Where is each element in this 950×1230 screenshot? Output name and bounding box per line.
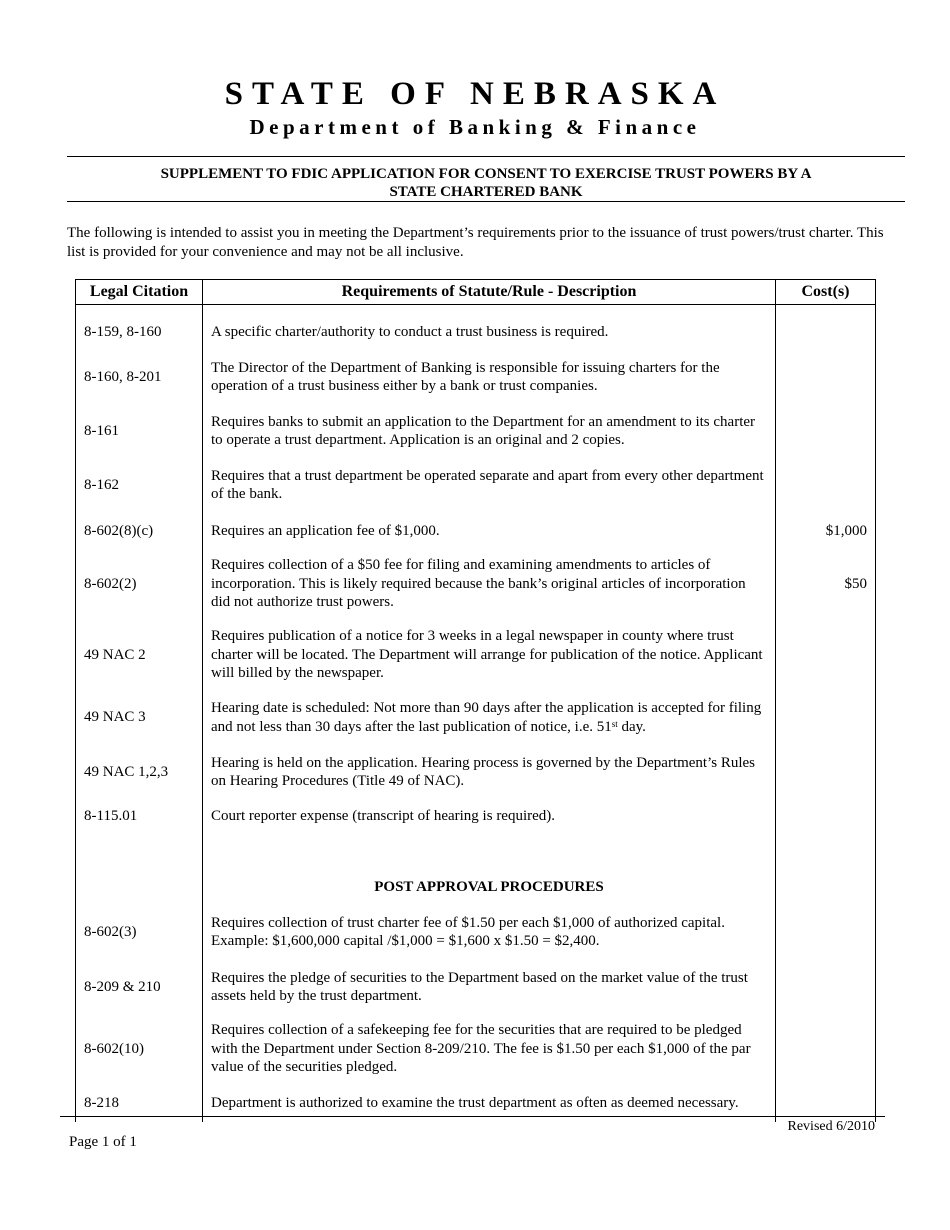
table-row: [76, 317, 876, 348]
state-title: STATE OF NEBRASKA: [224, 76, 726, 112]
legal-citation: 8-159, 8-160: [76, 317, 203, 348]
legal-citation: 8-602(8)(c): [76, 514, 203, 548]
requirement-description: Requires an application fee of $1,000.: [203, 514, 776, 548]
legal-citation: 8-602(2): [76, 548, 203, 620]
column-header-citation: Legal Citation: [76, 280, 203, 305]
cost-value: [776, 406, 876, 456]
legal-citation: 8-162: [76, 456, 203, 514]
column-header-cost: Cost(s): [776, 280, 876, 305]
table-row: [76, 960, 876, 1014]
header-top-rule: [67, 156, 905, 157]
header-bottom-rule: [67, 201, 905, 202]
requirement-description: Requires collection of trust charter fee of $1.50 per each $1,000 of authorized capital. Example: $1,600,000 capital /$1,000 = $1,600 x $1.50 = $2,400.: [203, 904, 776, 960]
intro-paragraph: The following is intended to assist you in meeting the Department’s requirements prior to the issuance of trust powers/trust charter. This list is provided for your convenience and may not be all inclusive.: [67, 225, 884, 260]
table-row: [76, 514, 876, 548]
table-row: [76, 745, 876, 799]
table-row: [76, 799, 876, 833]
cost-value: $1,000: [776, 514, 876, 548]
legal-citation: 49 NAC 3: [76, 690, 203, 745]
requirement-description: Department is authorized to examine the trust department as often as deemed necessary.: [203, 1084, 776, 1122]
requirement-description: Requires banks to submit an application to the Department for an amendment to its charter to operate a trust department. Application is an original and 2 copies.: [203, 406, 776, 456]
table-row: [76, 456, 876, 514]
table-row: [76, 406, 876, 456]
description-text-end: day.: [617, 718, 646, 735]
legal-citation: 8-218: [76, 1084, 203, 1122]
cost-value: [776, 456, 876, 514]
section-heading-row: [76, 870, 876, 904]
cost-value: [776, 904, 876, 960]
cost-value: [776, 745, 876, 799]
subtitle-line-2: STATE CHARTERED BANK: [389, 184, 583, 200]
requirement-description: Hearing is held on the application. Hearing process is governed by the Department’s Rules on Hearing Procedures (Title 49 of NAC).: [203, 745, 776, 799]
legal-citation: 8-115.01: [76, 799, 203, 833]
legal-citation: 8-602(10): [76, 1014, 203, 1084]
cost-value: [776, 317, 876, 348]
table-row: [76, 1014, 876, 1084]
cost-value: [776, 690, 876, 745]
legal-citation: 8-209 & 210: [76, 960, 203, 1014]
table-row: [76, 690, 876, 745]
table-row: [76, 620, 876, 690]
legal-citation: 8-160, 8-201: [76, 348, 203, 406]
requirement-description: Requires that a trust department be operated separate and apart from every other department of the bank.: [203, 456, 776, 514]
spacer-row: [76, 833, 876, 870]
post-approval-heading: POST APPROVAL PROCEDURES: [203, 870, 776, 904]
column-header-description: Requirements of Statute/Rule - Description: [203, 280, 776, 305]
requirement-description: Requires collection of a $50 fee for filing and examining amendments to articles of incorporation. This is likely required because the bank’s original articles of incorporation did not authorize trust powers.: [203, 548, 776, 620]
table-row: [76, 348, 876, 406]
table-row: [76, 548, 876, 620]
cost-value: [776, 348, 876, 406]
requirements-table: [75, 279, 876, 1122]
subtitle-line-1: SUPPLEMENT TO FDIC APPLICATION FOR CONSENT TO EXERCISE TRUST POWERS BY A: [160, 166, 812, 182]
legal-citation: 49 NAC 2: [76, 620, 203, 690]
department-title: Department of Banking & Finance: [249, 115, 701, 139]
revision-date: Revised 6/2010: [787, 1119, 875, 1134]
cost-value: [776, 799, 876, 833]
requirement-description: The Director of the Department of Banking is responsible for issuing charters for the operation of a trust business either by a bank or trust companies.: [203, 348, 776, 406]
page-number: Page 1 of 1: [69, 1134, 137, 1150]
requirement-description: Requires the pledge of securities to the Department based on the market value of the trust assets held by the trust department.: [203, 960, 776, 1014]
cost-value: [776, 1014, 876, 1084]
requirement-description: Court reporter expense (transcript of hearing is required).: [203, 799, 776, 833]
legal-citation: 8-602(3): [76, 904, 203, 960]
document-subtitle: [67, 165, 905, 201]
requirement-description: [203, 690, 776, 745]
cost-value: [776, 620, 876, 690]
table-header-row: [76, 280, 876, 305]
footer-rule: [60, 1116, 885, 1117]
requirement-description: Requires publication of a notice for 3 weeks in a legal newspaper in county where trust charter will be located. The Department will arrange for publication of the notice. Applicant will billed by the newspaper.: [203, 620, 776, 690]
ordinal-suffix: st: [611, 718, 618, 729]
cost-value: [776, 960, 876, 1014]
cost-value: $50: [776, 548, 876, 620]
requirement-description: A specific charter/authority to conduct a trust business is required.: [203, 317, 776, 348]
table-row: [76, 904, 876, 960]
description-text: Hearing date is scheduled: Not more than 90 days after the application is accepted for filing and not less than 30 days after the last publication of notice, i.e. 51: [211, 700, 762, 735]
requirement-description: Requires collection of a safekeeping fee for the securities that are required to be pledged with the Department under Section 8-209/210. The fee is $1.50 per each $1,000 of the par value of the securities pledged.: [203, 1014, 776, 1084]
legal-citation: 8-161: [76, 406, 203, 456]
legal-citation: 49 NAC 1,2,3: [76, 745, 203, 799]
